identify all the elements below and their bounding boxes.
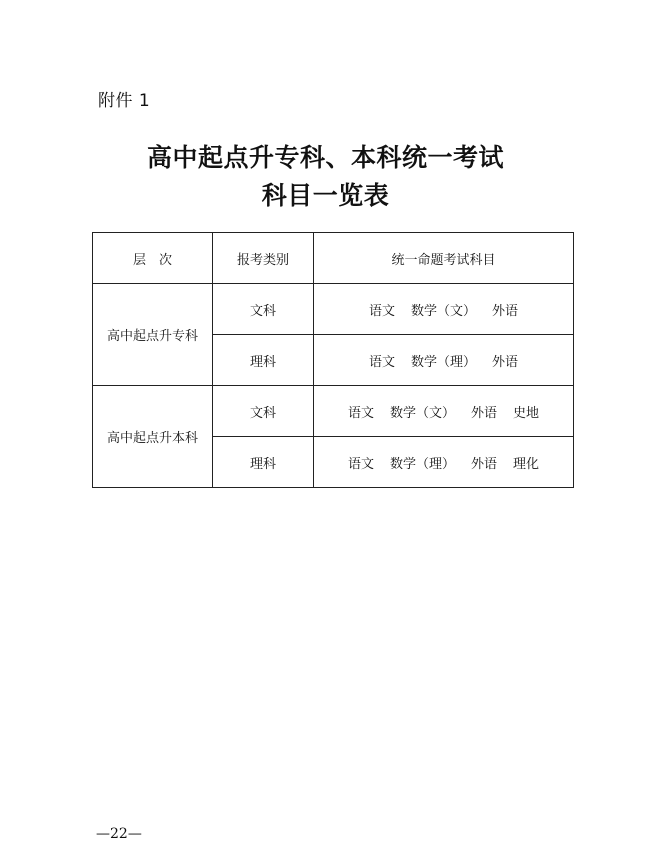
level-cell: 高中起点升专科 — [93, 284, 213, 386]
category-cell: 理科 — [213, 335, 314, 386]
header-category: 报考类别 — [213, 233, 314, 284]
subject-item: 语文 — [368, 354, 395, 370]
subject-item: 理化 — [513, 456, 540, 472]
category-cell: 文科 — [213, 284, 314, 335]
category-cell: 文科 — [213, 386, 314, 437]
subject-item: 外语 — [471, 456, 498, 472]
subjects-cell — [314, 437, 574, 488]
subject-item: 数学（理） — [389, 456, 455, 472]
document-subtitle: 科目一览表 — [261, 181, 390, 210]
subject-item: 外语 — [492, 303, 519, 319]
document-title: 高中起点升专科、本科统一考试 — [146, 143, 504, 172]
category-cell: 理科 — [213, 437, 314, 488]
subject-item: 数学（文） — [389, 405, 455, 421]
page-number: —22— — [96, 826, 142, 842]
subject-item: 语文 — [347, 456, 374, 472]
table-row — [93, 386, 574, 437]
subjects-cell — [314, 335, 574, 386]
subject-item: 史地 — [513, 405, 540, 421]
header-level: 层 次 — [93, 233, 213, 284]
subject-item: 数学（理） — [410, 354, 476, 370]
subject-item: 数学（文） — [410, 303, 476, 319]
subjects-cell — [314, 386, 574, 437]
table-row — [93, 284, 574, 335]
subject-item: 语文 — [368, 303, 395, 319]
subject-item: 外语 — [471, 405, 498, 421]
subject-item: 外语 — [492, 354, 519, 370]
subjects-cell — [314, 284, 574, 335]
table-header-row — [93, 233, 574, 284]
exam-subjects-table — [92, 232, 574, 488]
level-cell: 高中起点升本科 — [93, 386, 213, 488]
subject-item: 语文 — [347, 405, 374, 421]
attachment-label: 附件 1 — [98, 91, 151, 111]
header-subjects: 统一命题考试科目 — [314, 233, 574, 284]
